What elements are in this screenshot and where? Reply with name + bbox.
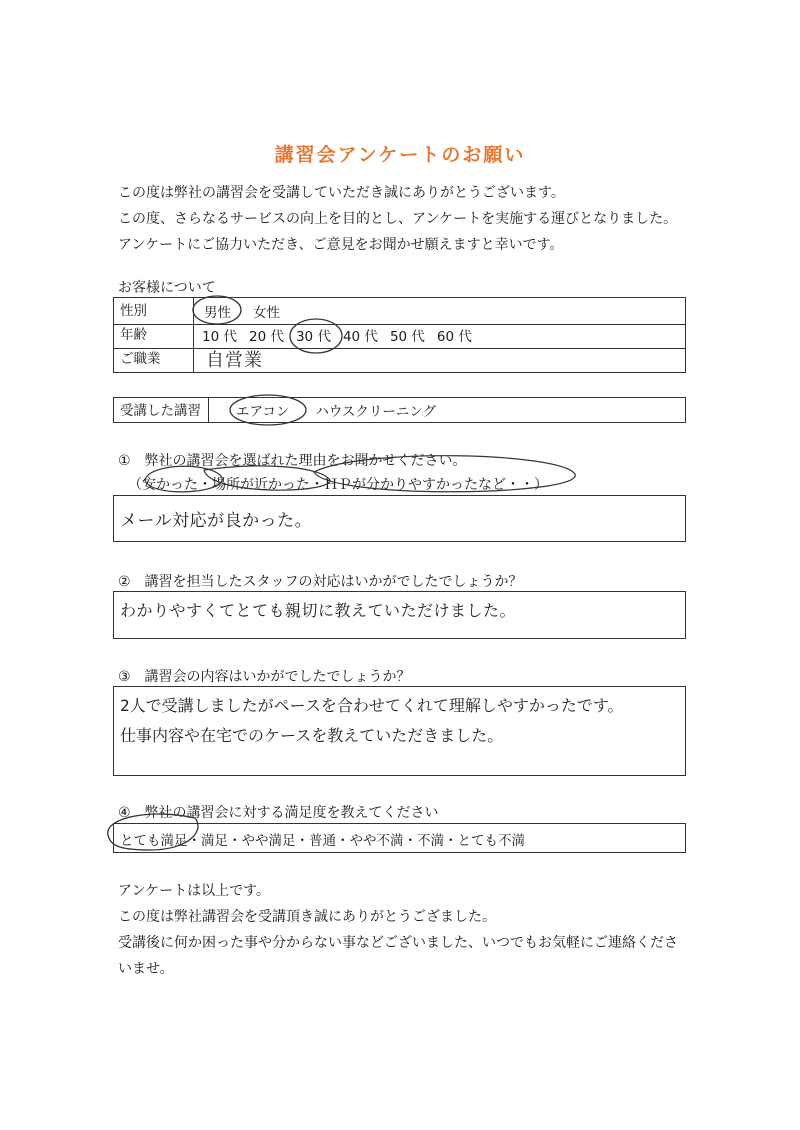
age-options [202,322,484,348]
age-option-60[interactable]: 60 代 [436,329,472,345]
q2-answer-box[interactable] [113,591,686,639]
q3-answer-box[interactable] [113,686,686,776]
gender-label: 性別 [114,298,194,324]
gender-row [114,298,685,325]
q1-hint: （安かった・場所が近かった・ＨＰが分かりやすかったなど・・） [128,477,548,493]
job-value: 自営業 [206,350,263,371]
age-label: 年齢 [114,322,194,348]
customer-heading: お客様について [118,280,216,296]
course-option-housecleaning[interactable]: ハウスクリーニング [315,404,437,420]
q1-answer-box[interactable] [113,495,686,542]
q4-options-box[interactable] [113,823,686,853]
gender-option-male[interactable]: 男性 [204,305,231,321]
course-options [236,398,452,422]
outro-line: この度は弊社講習会を受講頂き誠にありがとうござました。 [118,909,496,925]
age-option-10[interactable]: 10 代 [202,329,237,345]
age-option-30[interactable]: 30 代 [295,329,331,345]
intro-text [118,180,677,258]
q2-question: ② 講習を担当したスタッフの対応はいかがでしたでしょうか？ [118,574,523,590]
q2-answer: わかりやすくてとても親切に教えていただけました。 [120,601,517,620]
survey-title: 講習会アンケートのお願い [274,144,526,166]
q1-question: ① 弊社の講習会を選ばれた理由をお聞かせください。 [118,453,467,469]
course-table [113,397,686,423]
q3-question: ③ 講習会の内容はいかがでしたでしょうか？ [118,669,411,685]
outro-line: アンケートは以上です。 [118,883,271,899]
age-row [114,322,685,349]
job-field[interactable] [206,346,263,372]
intro-line: この度、さらなるサービスの向上を目的とし、アンケートを実施する運びとなりました。 [118,211,678,227]
q3-answer-line: 2人で受講しましたがペースを合わせてくれて理解しやすかったです。 [120,696,624,715]
course-option-aircon[interactable]: エアコン [236,404,290,420]
q4-question: ④ 弊社の講習会に対する満足度を教えてください [118,805,439,821]
q1-answer: メール対応が良かった。 [120,511,313,531]
outro-text [118,878,698,982]
outro-line: いませ。 [118,961,174,977]
intro-line: この度は弊社の講習会を受講していただき誠にありがとうございます。 [118,185,565,201]
age-option-50[interactable]: 50 代 [389,329,425,345]
course-label: 受講した講習 [114,398,209,422]
outro-line: 受講後に何か困った事や分からない事などございました、いつでもお気軽にご連絡くださ [118,935,678,951]
job-row [114,346,685,372]
customer-table [113,297,686,373]
intro-line: アンケートにご協力いただき、ご意見をお聞かせ願えますと幸いです。 [118,237,564,253]
age-option-40[interactable]: 40 代 [342,329,378,345]
gender-option-female[interactable]: 女性 [253,305,280,321]
age-option-20[interactable]: 20 代 [248,329,284,345]
q4-options: とても満足・満足・やや満足・普通・やや不満・不満・とても不満 [120,833,525,849]
gender-options [204,298,296,324]
q3-answer-line: 仕事内容や在宅でのケースを教えていただきました。 [120,726,504,745]
job-label: ご職業 [114,346,194,372]
